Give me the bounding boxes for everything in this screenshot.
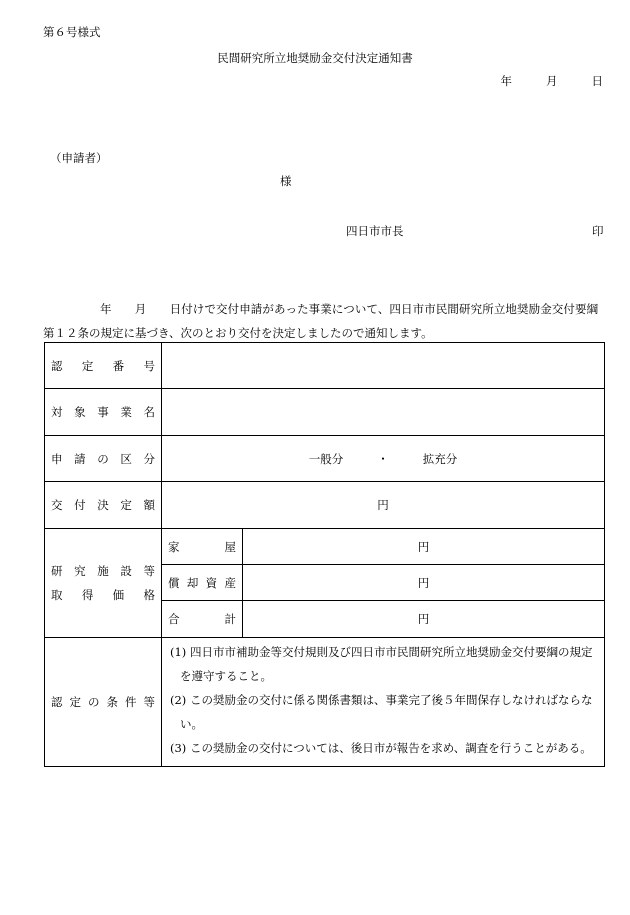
category-separator: ・ xyxy=(377,451,389,466)
sublabel-total: 合計 xyxy=(162,601,243,638)
body-line-1: 年 月 日付けで交付申請があった事業について、四日市市民間研究所立地奨励金交付要綱 xyxy=(100,302,599,316)
condition-2-line2: い。 xyxy=(180,717,203,731)
form-number: 第６号様式 xyxy=(43,25,101,39)
row-project-name xyxy=(45,389,605,436)
date-day: 日 xyxy=(591,74,603,88)
label-category: 申請の区分 xyxy=(45,436,162,482)
label-acquisition-line1: 研究施設等 xyxy=(51,564,155,578)
condition-2-line1: (2) この奨励金の交付に係る関係書類は、事業完了後５年間保存しなければならな xyxy=(170,693,593,707)
date-year: 年 xyxy=(500,74,512,88)
row-certification-number xyxy=(45,343,605,389)
value-depreciable-unit: 円 xyxy=(243,565,605,601)
conditions-list xyxy=(162,638,605,767)
condition-3-line1: (3) この奨励金の交付については、後日市が報告を求め、調査を行うことがある。 xyxy=(170,741,592,755)
condition-1-line2: を遵守すること。 xyxy=(180,669,272,683)
row-amount xyxy=(45,482,605,529)
body-line-2: 第１２条の規定に基づき、次のとおり交付を決定しましたので通知します。 xyxy=(43,326,433,340)
label-acquisition-line2: 取得価格 xyxy=(51,588,155,602)
row-category xyxy=(45,436,605,482)
date-line xyxy=(501,73,604,89)
issuer-name: 四日市市長 xyxy=(346,224,404,238)
value-category xyxy=(162,436,605,482)
value-project-name xyxy=(162,389,605,436)
row-conditions xyxy=(45,638,605,767)
label-certification-number: 認定番号 xyxy=(45,343,162,389)
sublabel-building: 家屋 xyxy=(162,529,243,565)
row-acquisition-building xyxy=(45,529,605,565)
category-option-expanded: 拡充分 xyxy=(422,451,458,466)
value-amount-unit: 円 xyxy=(162,482,605,529)
document-title: 民間研究所立地奨励金交付決定通知書 xyxy=(217,51,413,65)
value-building-unit: 円 xyxy=(243,529,605,565)
condition-1-line1: (1) 四日市市補助金等交付規則及び四日市市民間研究所立地奨励金交付要綱の規定 xyxy=(170,645,593,659)
value-certification-number xyxy=(162,343,605,389)
label-conditions: 認定の条件等 xyxy=(45,638,162,767)
category-option-general: 一般分 xyxy=(308,451,344,466)
label-acquisition xyxy=(45,529,162,638)
honorific: 様 xyxy=(280,174,292,188)
label-amount: 交付決定額 xyxy=(45,482,162,529)
value-total-unit: 円 xyxy=(243,601,605,638)
decision-table xyxy=(44,342,605,767)
sublabel-depreciable-assets: 償却資産 xyxy=(162,565,243,601)
label-project-name: 対象事業名 xyxy=(45,389,162,436)
seal-mark: 印 xyxy=(592,224,604,238)
applicant-label: （申請者） xyxy=(50,151,108,165)
body-text xyxy=(43,297,607,345)
date-month: 月 xyxy=(546,74,558,88)
